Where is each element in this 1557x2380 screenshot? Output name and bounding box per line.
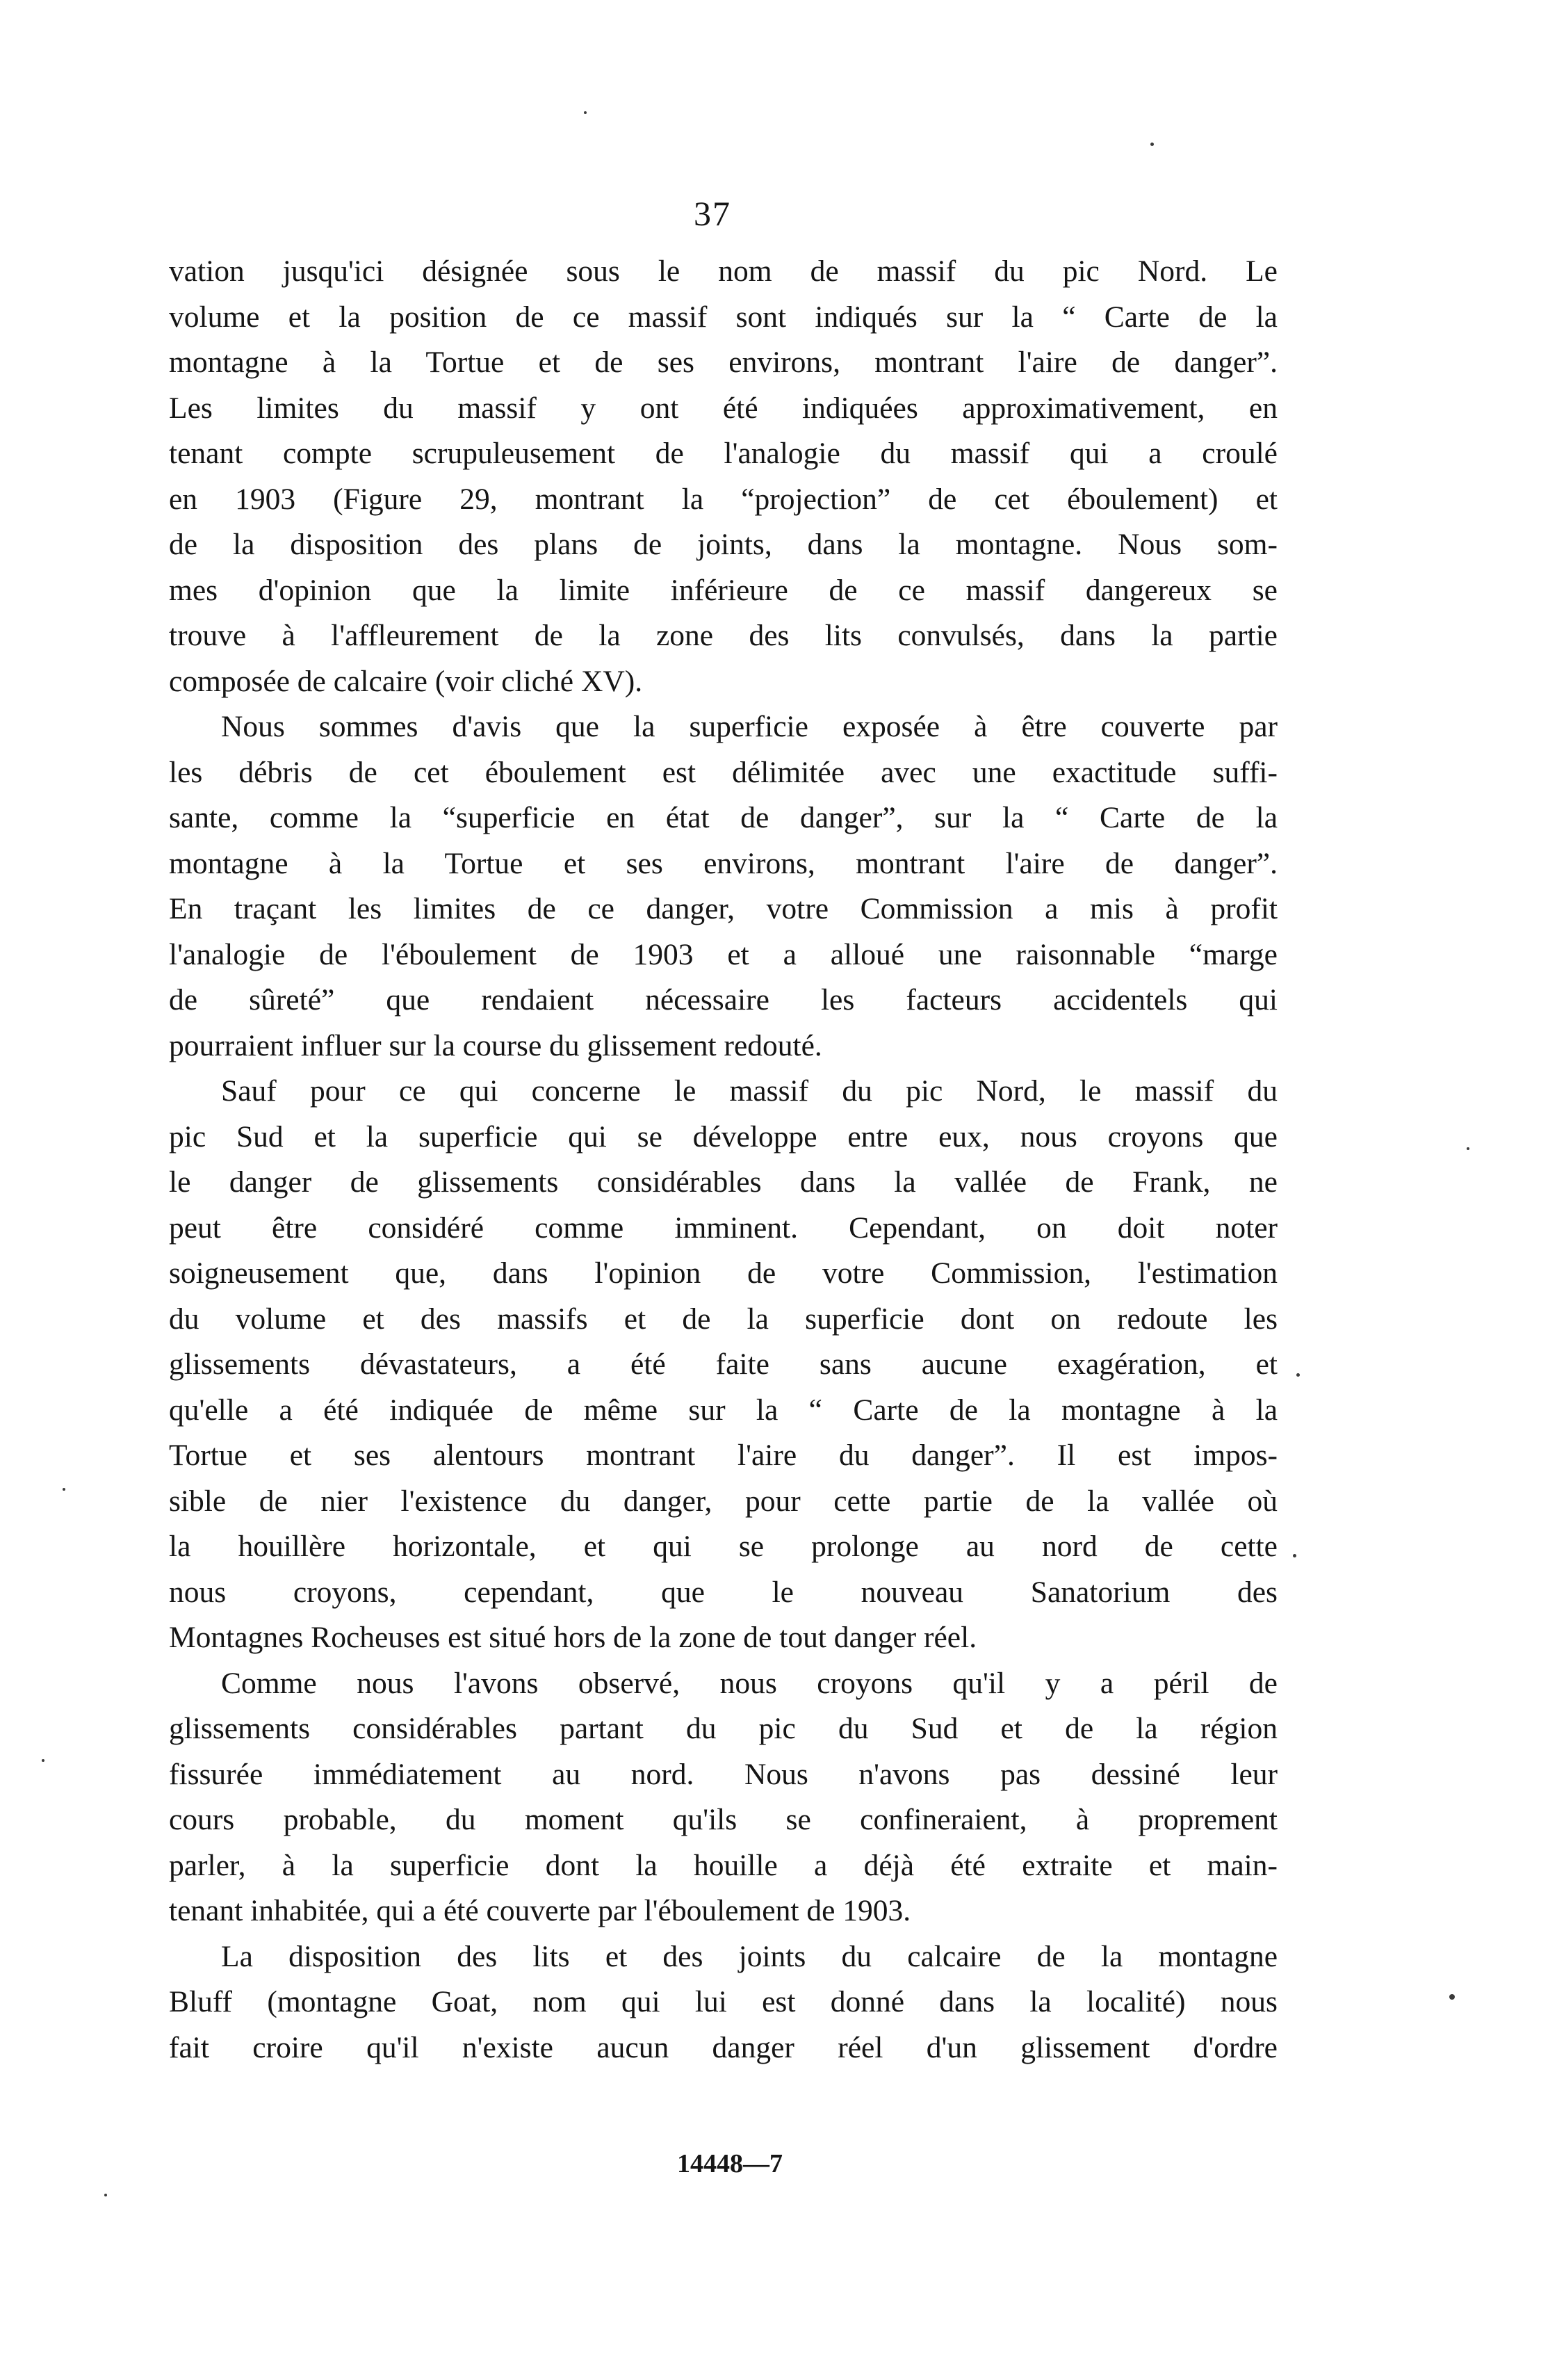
text-line: Comme nous l'avons observé, nous croyons qu'il y a péril de [221,1666,1278,1700]
scan-speck [42,1759,44,1762]
text-line: qu'elle a été indiquée de même sur la “ Carte de la montagne à la [169,1393,1278,1427]
text-line: nous croyons, cependant, que le nouveau Sanatorium des [169,1575,1278,1609]
text-line: de sûreté” que rendaient nécessaire les facteurs accidentels qui [169,983,1278,1017]
text-line: soigneusement que, dans l'opinion de votre Commission, l'estimation [169,1256,1278,1290]
body-text [169,249,1278,2071]
text-line: glissements dévastateurs, a été faite sans aucune exagération, et [169,1347,1278,1381]
scan-speck [1467,1147,1469,1150]
text-line: glissements considérables partant du pic du Sud et de la région [169,1712,1278,1745]
text-line: de la disposition des plans de joints, dans la montagne. Nous som- [169,528,1278,561]
scan-speck [63,1488,65,1491]
text-line: mes d'opinion que la limite inférieure de ce massif dangereux se [169,573,1278,607]
text-line: pic Sud et la superficie qui se développe entre eux, nous croyons que [169,1119,1278,1153]
text-line: tenant compte scrupuleusement de l'analogie du massif qui a croulé [169,437,1278,470]
scan-speck [1293,1554,1296,1557]
page-number: 37 [694,194,731,233]
text-line: le danger de glissements considérables dans la vallée de Frank, ne [169,1165,1278,1199]
text-line: pourraient influer sur la course du glissement redouté. [169,1028,822,1062]
text-line: fissurée immédiatement au nord. Nous n'avons pas dessiné leur [169,1757,1278,1791]
text-line: montagne à la Tortue et de ses environs, montrant l'aire de danger”. [169,346,1278,379]
printer-signature: 14448—7 [677,2149,783,2178]
text-line: vation jusqu'ici désignée sous le nom de massif du pic Nord. Le [169,254,1278,288]
text-line: En traçant les limites de ce danger, votre Commission a mis à profit [169,892,1278,925]
text-line: cours probable, du moment qu'ils se confineraient, à proprement [169,1803,1278,1836]
text-line: sante, comme la “superficie en état de danger”, sur la “ Carte de la [169,801,1278,834]
text-line: trouve à l'affleurement de la zone des lits convulsés, dans la partie [169,619,1278,652]
text-line: la houillère horizontale, et qui se prolonge au nord de cette [169,1530,1278,1563]
text-line: du volume et des massifs et de la superficie dont on redoute les [169,1302,1278,1336]
text-line: Tortue et ses alentours montrant l'aire du danger”. Il est impos- [169,1439,1278,1472]
text-line: Nous sommes d'avis que la superficie exposée à être couverte par [221,710,1278,743]
text-line: montagne à la Tortue et ses environs, montrant l'aire de danger”. [169,846,1278,880]
text-line: peut être considéré comme imminent. Cependant, on doit noter [169,1211,1278,1245]
text-line: composée de calcaire (voir cliché XV). [169,664,643,698]
text-line: sible de nier l'existence du danger, pour cette partie de la vallée où [169,1484,1278,1518]
text-line: Sauf pour ce qui concerne le massif du pic Nord, le massif du [221,1074,1278,1108]
text-line: tenant inhabitée, qui a été couverte par l'éboulement de 1903. [169,1894,911,1927]
text-line: l'analogie de l'éboulement de 1903 et a alloué une raisonnable “marge [169,937,1278,971]
text-line: volume et la position de ce massif sont indiqués sur la “ Carte de la [169,300,1278,334]
text-line: Montagnes Rocheuses est situé hors de la zone de tout danger réel. [169,1621,977,1654]
text-line: parler, à la superficie dont la houille a déjà été extraite et main- [169,1848,1278,1882]
scan-speck [104,2194,107,2196]
text-line: en 1903 (Figure 29, montrant la “projection” de cet éboulement) et [169,482,1278,516]
text-line: La disposition des lits et des joints du calcaire de la montagne [221,1939,1278,1973]
text-line: fait croire qu'il n'existe aucun danger réel d'un glissement d'ordre [169,2030,1278,2064]
scan-speck [1150,143,1154,146]
scan-speck [1449,1994,1455,2000]
scan-speck [584,111,587,114]
text-line: les débris de cet éboulement est délimitée avec une exactitude suffi- [169,755,1278,789]
scan-speck [1296,1373,1300,1377]
text-line: Bluff (montagne Goat, nom qui lui est donné dans la localité) nous [169,1985,1278,2018]
text-line: Les limites du massif y ont été indiquées approximativement, en [169,391,1278,425]
